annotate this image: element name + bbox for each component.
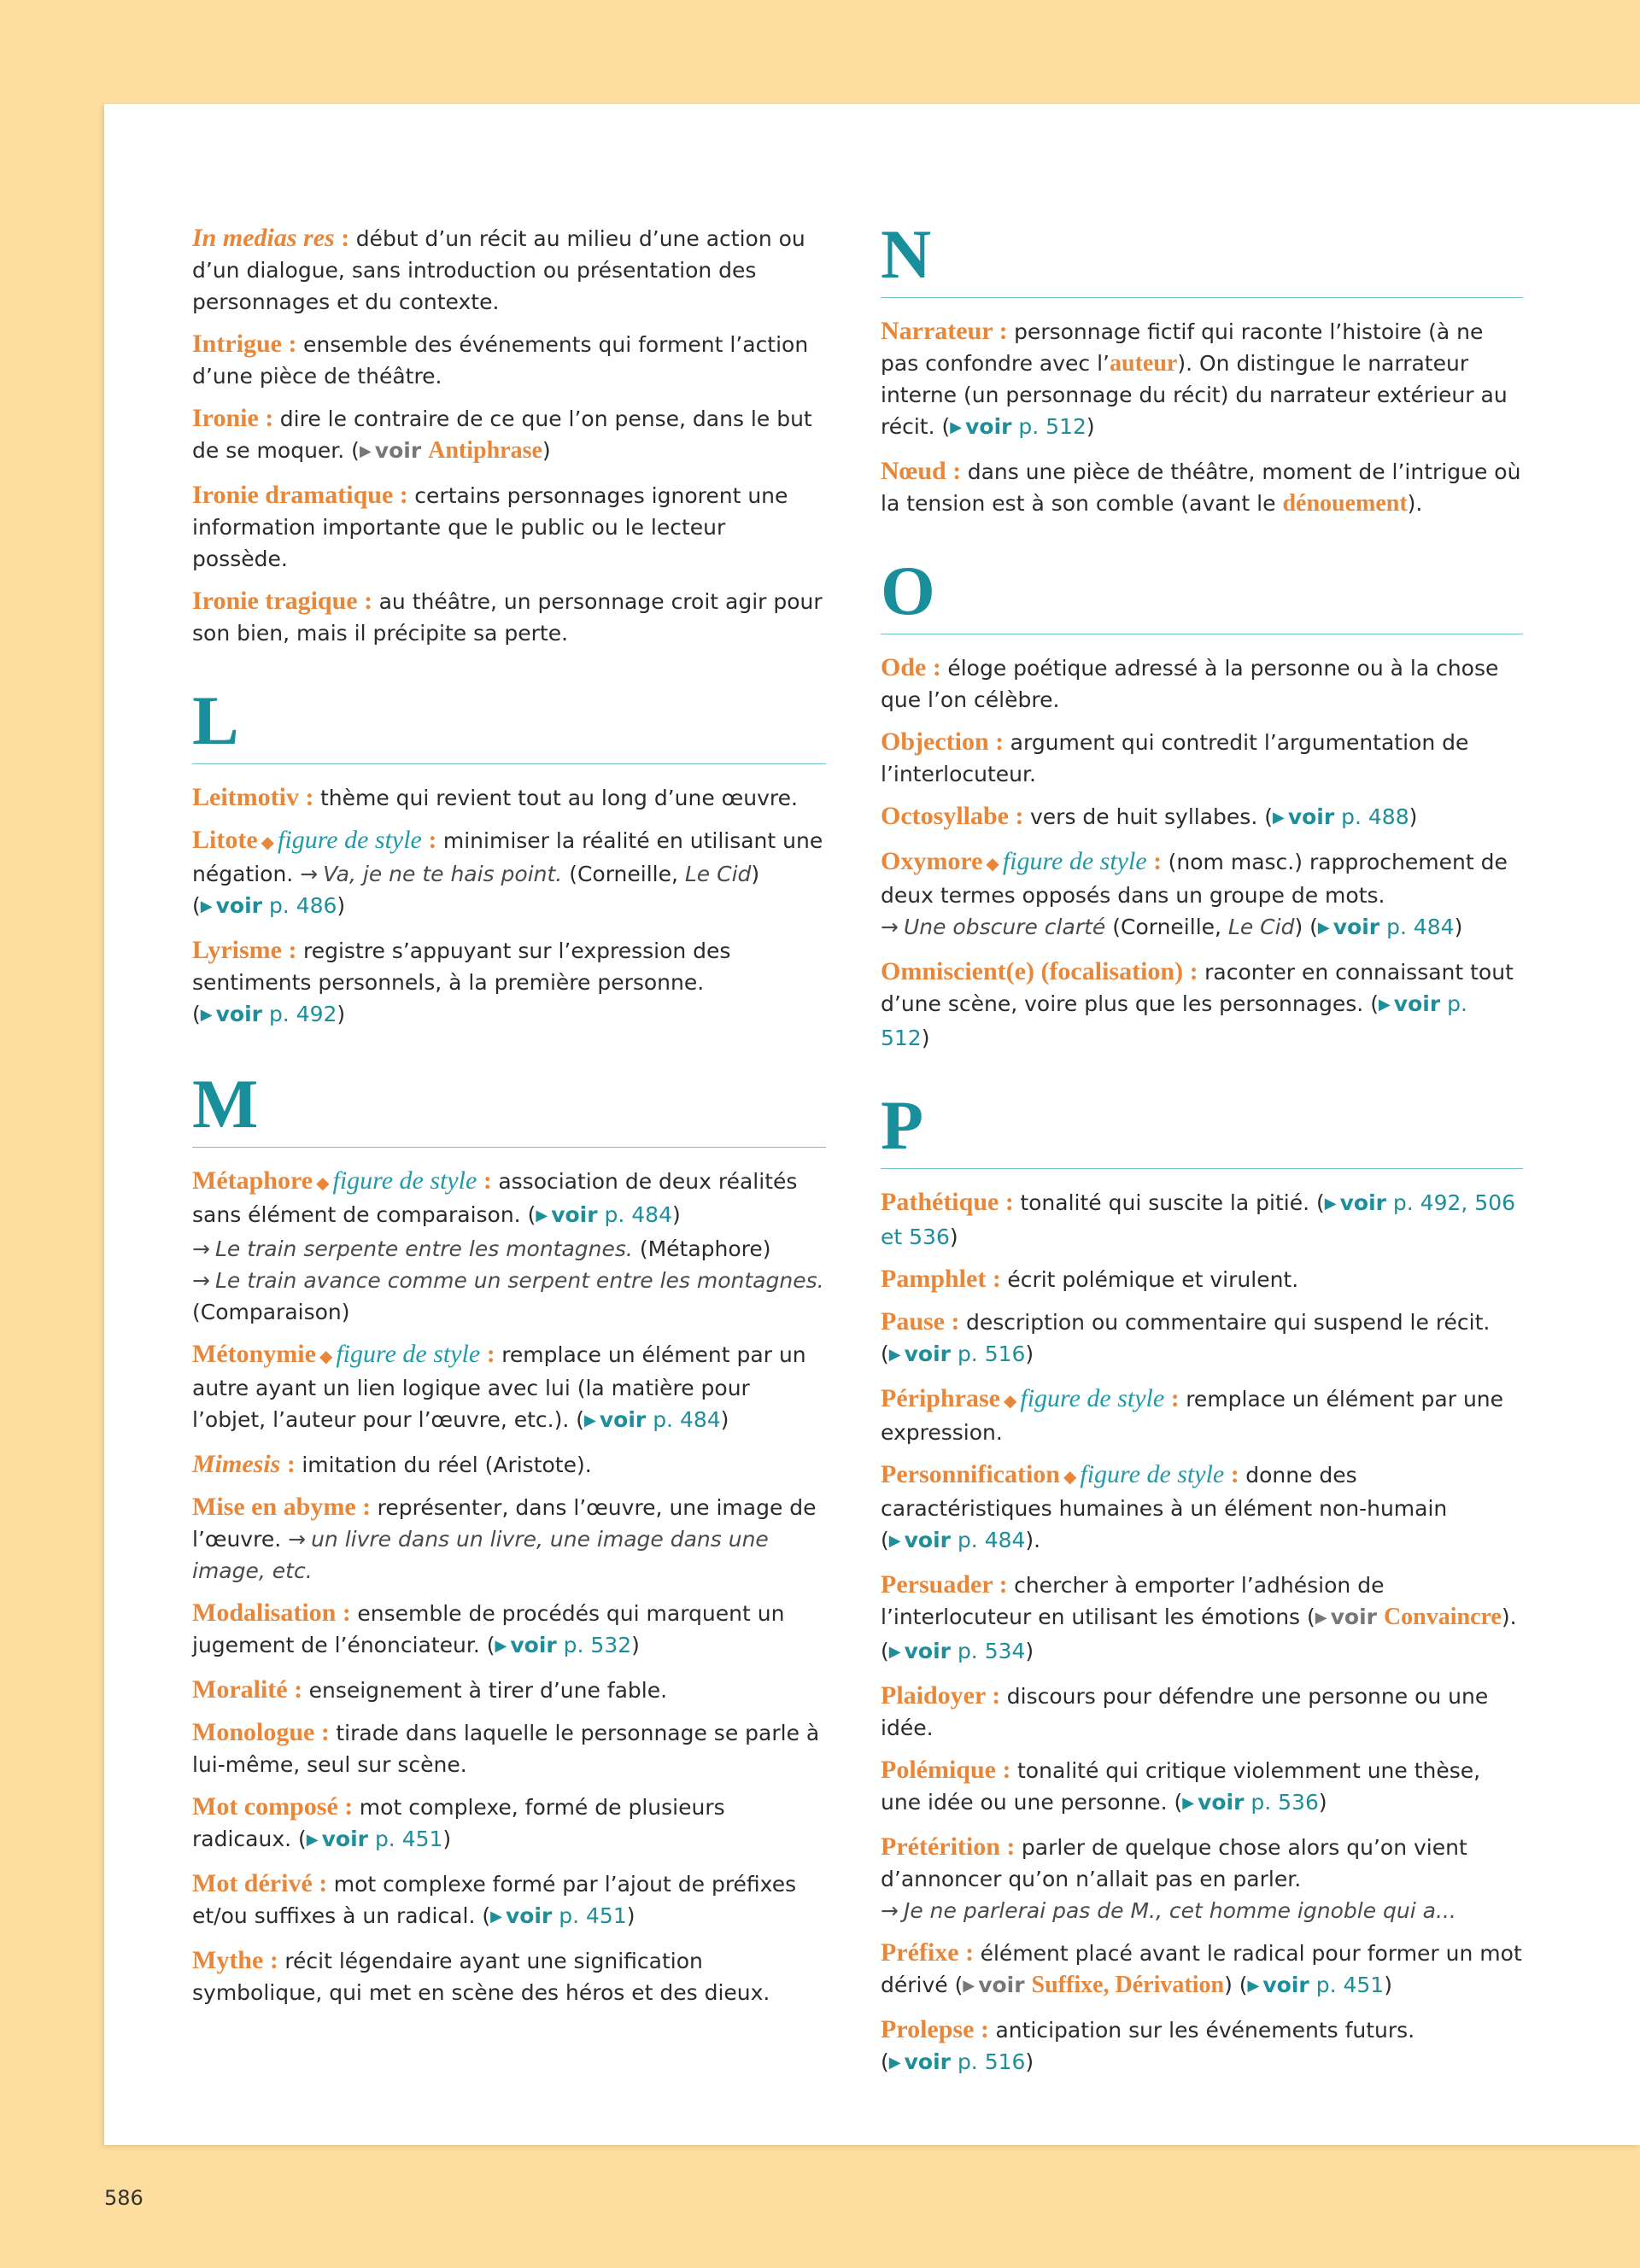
entry-definition: description ou commentaire qui suspend le récit. (966, 1310, 1491, 1335)
glossary-entry: Monologue : tirade dans laquelle le personnage se parle à lui-même, seul sur scène. (192, 1718, 820, 1777)
entry-term: Mot composé (192, 1792, 338, 1821)
glossary-entry: Métonymie ◆ figure de style : remplace un élément par un autre ayant un lien logique avec lui (la matière pour l’objet, l’auteur pour l’œuvre, etc.). (▶ voir p. 484) (192, 1340, 806, 1432)
page-reference[interactable]: p. 492 (268, 1002, 337, 1026)
page-reference[interactable]: p. 512 (881, 991, 1467, 1050)
entry-term: Ode (881, 653, 927, 681)
see-also-link[interactable]: ▶ voir (1315, 1605, 1377, 1629)
diamond-icon: ◆ (1003, 1390, 1017, 1411)
figure-tag: figure de style (1002, 847, 1147, 875)
arrow-right-icon: → (192, 1268, 210, 1293)
entry-definition: imitation du réel (Aristote). (302, 1453, 592, 1477)
see-also-link[interactable]: ▶ voir (888, 1342, 951, 1366)
play-triangle-icon: ▶ (495, 1637, 507, 1655)
right-column (881, 215, 1523, 2090)
glossary-entry: Litote ◆ figure de style : minimiser la réalité en utilisant une négation. → Va, je ne te hais point. (Corneille, Le Cid) (▶ voir p. 486) (192, 826, 823, 918)
page-sheet (104, 104, 1640, 2145)
play-triangle-icon: ▶ (888, 1346, 901, 1364)
glossary-entry: Périphrase ◆ figure de style : remplace un élément par une expression. (881, 1384, 1504, 1445)
page-reference[interactable]: p. 536 (1250, 1790, 1319, 1815)
see-also-link[interactable]: ▶ voir (536, 1202, 598, 1227)
section-letter: M (192, 1065, 259, 1143)
glossary-entry: Mise en abyme : représenter, dans l’œuvre, une image de l’œuvre. → un livre dans un livre, une image dans une image, etc. (192, 1493, 817, 1583)
entry-term: Intrigue (192, 330, 282, 358)
entry-term: Moralité (192, 1675, 288, 1704)
example-text: un livre dans un livre, une image dans une image, etc. (192, 1527, 769, 1583)
entry-definition: personnage fictif qui raconte l’histoire (à ne pas confondre avec l’ (881, 319, 1484, 376)
entry-definition: récit légendaire ayant une signification symbolique, qui met en scène des héros et des dieux. (192, 1949, 770, 2005)
play-triangle-icon: ▶ (536, 1207, 548, 1225)
glossary-entry: Mythe : récit légendaire ayant une signification symbolique, qui met en scène des héros et des dieux. (192, 1946, 770, 2005)
page-reference[interactable]: p. 516 (957, 1342, 1026, 1366)
see-also-link[interactable]: ▶ voir (1324, 1190, 1386, 1215)
see-also-link[interactable]: ▶ voir (963, 1973, 1025, 1997)
play-triangle-icon: ▶ (888, 2054, 901, 2072)
entry-definition: minimiser la réalité en utilisant une négation. (192, 828, 823, 886)
section-divider (881, 1168, 1523, 1169)
see-also-link[interactable]: ▶ voir (888, 1528, 951, 1552)
entry-term: Nœud (881, 457, 946, 485)
entry-definition: donne des caractéristiques humaines à un élément non-humain ( (881, 1463, 1448, 1552)
glossary-entry: Lyrisme : registre s’appuyant sur l’expression des sentiments personnels, à la première personne. (▶ voir p. 492) (192, 936, 731, 1026)
glossary-entry: Omniscient(e) (focalisation) : raconter en connaissant tout d’une scène, voire plus que les personnages. (▶ voir p. 512) (881, 957, 1514, 1050)
entry-definition: dans une pièce de théâtre, moment de l’intrigue où la tension est à son comble (avant le (881, 459, 1521, 516)
entry-definition: mot complexe formé par l’ajout de préfixes et/ou suffixes à un radical. ( (192, 1872, 797, 1928)
diamond-icon: ◆ (261, 832, 275, 852)
glossary-entry: Octosyllabe : vers de huit syllabes. (▶ voir p. 488) (881, 802, 1418, 830)
entry-definition: début d’un récit au milieu d’une action ou d’un dialogue, sans introduction ou présentation des personnages et du contexte. (192, 226, 805, 314)
glossary-entry: Plaidoyer : discours pour défendre une personne ou une idée. (881, 1681, 1489, 1740)
section-divider (881, 297, 1523, 298)
section-divider (192, 763, 826, 764)
see-also-link[interactable]: ▶ voir (950, 414, 1012, 439)
entry-definition: remplace un élément par une expression. (881, 1387, 1504, 1445)
glossary-entry: Oxymore ◆ figure de style : (nom masc.) rapprochement de deux termes opposés dans un groupe de mots. → Une obscure clarté (Corneille, Le Cid) (▶ voir p. 484) (881, 847, 1508, 939)
figure-tag: figure de style (332, 1166, 477, 1195)
page-reference[interactable]: p. 484 (604, 1202, 672, 1227)
diamond-icon: ◆ (319, 1346, 333, 1366)
play-triangle-icon: ▶ (1272, 809, 1285, 827)
play-triangle-icon: ▶ (888, 1643, 901, 1661)
page-reference[interactable]: p. 484 (653, 1407, 721, 1432)
entry-term: Monologue (192, 1718, 315, 1746)
example-text: Je ne parlerai pas de M., cet homme ignoble qui a... (903, 1898, 1456, 1923)
glossary-entry: Objection : argument qui contredit l’argumentation de l’interlocuteur. (881, 728, 1469, 786)
see-also-link[interactable]: ▶ voir (359, 438, 422, 463)
entry-definition: remplace un élément par un autre ayant un lien logique avec lui (la matière pour l’objet, l’auteur pour l’œuvre, etc.). ( (192, 1342, 806, 1432)
cross-reference-link[interactable]: auteur (1110, 350, 1178, 377)
glossary-entry: Moralité : enseignement à tirer d’une fable. (192, 1675, 668, 1704)
entry-term: Mise en abyme (192, 1493, 356, 1521)
entry-term: Mythe (192, 1946, 264, 1974)
play-triangle-icon: ▶ (1317, 919, 1330, 937)
see-also-link[interactable]: ▶ voir (1247, 1973, 1309, 1997)
glossary-entry: Personnification ◆ figure de style : donne des caractéristiques humaines à un élément non-humain (▶ voir p. 484). (881, 1460, 1448, 1552)
glossary-entry: Polémique : tonalité qui critique violemment une thèse, une idée ou une personne. (▶ voir p. 536) (881, 1756, 1481, 1815)
page-reference[interactable]: p. 516 (957, 2049, 1026, 2074)
glossary-entry: Prolepse : anticipation sur les événements futurs. (▶ voir p. 516) (881, 2015, 1415, 2074)
entry-term: Ironie (192, 404, 259, 432)
entry-term: Plaidoyer (881, 1681, 986, 1710)
figure-tag: figure de style (1020, 1384, 1165, 1412)
see-also-link[interactable]: ▶ voir (200, 1002, 262, 1026)
section-letter: L (192, 681, 239, 759)
play-triangle-icon: ▶ (963, 1977, 975, 1995)
diamond-icon: ◆ (316, 1172, 330, 1193)
glossary-entry: Nœud : dans une pièce de théâtre, moment de l’intrigue où la tension est à son comble (avant le dénouement). (881, 457, 1521, 517)
page-reference[interactable]: p. 512 (1018, 414, 1086, 439)
diamond-icon: ◆ (1063, 1466, 1077, 1487)
diamond-icon: ◆ (986, 853, 999, 874)
glossary-entry: Mot composé : mot complexe, formé de plusieurs radicaux. (▶ voir p. 451) (192, 1792, 725, 1851)
page-reference[interactable]: p. 484 (957, 1528, 1026, 1552)
glossary-entry: Mot dérivé : mot complexe formé par l’ajout de préfixes et/ou suffixes à un radical. (▶ voir p. 451) (192, 1869, 797, 1928)
page-reference[interactable]: p. 484 (1386, 915, 1455, 939)
entry-definition: dire le contraire de ce que l’on pense, dans le but de se moquer. ( (192, 406, 812, 463)
entry-definition: thème qui revient tout au long d’une œuvre. (319, 786, 798, 810)
entry-definition: enseignement à tirer d’une fable. (308, 1678, 668, 1703)
entry-term: Objection (881, 728, 989, 756)
glossary-entry: Persuader : chercher à emporter l’adhésion de l’interlocuteur en utilisant les émotions (▶ voir Convaincre). (▶ voir p. 534) (881, 1570, 1517, 1663)
cross-reference-link[interactable]: Antiphrase (428, 437, 542, 464)
cross-reference-link[interactable]: Suffixe, Dérivation (1031, 1972, 1225, 1998)
play-triangle-icon: ▶ (1378, 996, 1391, 1014)
glossary-entry: Métaphore ◆ figure de style : association de deux réalités sans élément de comparaison. (▶ voir p. 484) → Le train serpente entre les montagnes. (Métaphore) → Le train avance comme un serpent entre les montagnes. (Comparaison) (192, 1166, 824, 1324)
see-also-link[interactable]: ▶ voir (1378, 991, 1441, 1016)
section-letter: P (881, 1086, 924, 1164)
page-reference[interactable]: p. 532 (563, 1633, 632, 1657)
entry-term: Omniscient(e) (focalisation) (881, 957, 1184, 985)
entry-term: Métonymie (192, 1340, 316, 1368)
entry-term: Polémique (881, 1756, 996, 1784)
entry-definition: ensemble de procédés qui marquent un jugement de l’énonciateur. ( (192, 1601, 785, 1657)
left-column (192, 222, 826, 2019)
glossary-entry: Modalisation : ensemble de procédés qui marquent un jugement de l’énonciateur. (▶ voir p. 532) (192, 1599, 785, 1657)
arrow-right-icon: → (300, 862, 319, 886)
arrow-right-icon: → (192, 1236, 210, 1261)
glossary-entry: Ironie tragique : au théâtre, un personnage croit agir pour son bien, mais il précipite sa perte. (192, 587, 823, 646)
cross-reference-link[interactable]: dénouement (1282, 490, 1408, 517)
entry-definition: mot complexe, formé de plusieurs radicaux. ( (192, 1795, 725, 1851)
page-reference[interactable]: p. 534 (957, 1639, 1026, 1663)
play-triangle-icon: ▶ (1324, 1195, 1337, 1213)
entry-definition: association de deux réalités sans élément de comparaison. ( (192, 1169, 798, 1227)
page-reference[interactable]: p. 451 (559, 1903, 627, 1928)
entry-definition: certains personnages ignorent une information importante que le public ou le lecteur possède. (192, 483, 788, 571)
play-triangle-icon: ▶ (1182, 1794, 1195, 1812)
figure-tag: figure de style (336, 1340, 481, 1368)
section-letter: N (881, 215, 932, 293)
entry-definition: tirade dans laquelle le personnage se parle à lui-même, seul sur scène. (192, 1721, 820, 1777)
see-also-link[interactable]: ▶ voir (1182, 1790, 1245, 1815)
cross-reference-link[interactable]: Convaincre (1383, 1604, 1502, 1630)
entry-term: In medias res (192, 224, 335, 252)
play-triangle-icon: ▶ (490, 1908, 502, 1926)
entry-definition: tonalité qui critique violemment une thèse, une idée ou une personne. ( (881, 1758, 1481, 1815)
entry-term: Litote (192, 826, 258, 854)
entry-term: Préfixe (881, 1938, 959, 1967)
glossary-entry: Mimesis : imitation du réel (Aristote). (192, 1450, 592, 1478)
glossary-entry: Intrigue : ensemble des événements qui forment l’action d’une pièce de théâtre. (192, 330, 809, 389)
entry-term: Leitmotiv (192, 783, 299, 811)
entry-definition: registre s’appuyant sur l’expression des sentiments personnels, à la première personne. (192, 938, 731, 995)
entry-term: Pamphlet (881, 1265, 987, 1293)
see-also-link[interactable]: ▶ voir (200, 893, 262, 918)
play-triangle-icon: ▶ (200, 897, 213, 915)
page-number: 586 (104, 2186, 144, 2210)
arrow-right-icon: → (881, 915, 899, 939)
arrow-right-icon: → (288, 1527, 307, 1552)
glossary-entry: In medias res : début d’un récit au milieu d’une action ou d’un dialogue, sans introduction ou présentation des personnages et du contexte. (192, 224, 805, 314)
glossary-entry: Pause : description ou commentaire qui suspend le récit. (▶ voir p. 516) (881, 1307, 1491, 1366)
section-divider (192, 1147, 826, 1148)
entry-definition: élément placé avant le radical pour former un mot dérivé ( (881, 1941, 1522, 1997)
entry-definition: écrit polémique et virulent. (1007, 1267, 1299, 1292)
figure-tag: figure de style (278, 826, 422, 854)
page-reference[interactable]: p. 488 (1341, 804, 1409, 829)
entry-term: Métaphore (192, 1166, 313, 1195)
entry-definition: anticipation sur les événements futurs. (995, 2018, 1415, 2043)
glossary-entry: Préfixe : élément placé avant le radical pour former un mot dérivé (▶ voir Suffixe, Dérivation) (▶ voir p. 451) (881, 1938, 1522, 1998)
entry-term: Pathétique (881, 1188, 999, 1216)
glossary-entry: Ironie dramatique : certains personnages ignorent une information importante que le public ou le lecteur possède. (192, 481, 788, 571)
glossary-entry: Ode : éloge poétique adressé à la personne ou à la chose que l’on célèbre. (881, 653, 1499, 712)
figure-tag: figure de style (1080, 1460, 1225, 1488)
play-triangle-icon: ▶ (950, 418, 963, 436)
play-triangle-icon: ▶ (359, 442, 372, 460)
entry-definition: discours pour défendre une personne ou une idée. (881, 1684, 1489, 1740)
page-reference[interactable]: p. 451 (1315, 1973, 1385, 1997)
glossary-entry: Leitmotiv : thème qui revient tout au long d’une œuvre. (192, 783, 798, 811)
example-text: Le train avance comme un serpent entre les montagnes. (214, 1268, 824, 1293)
entry-term: Oxymore (881, 847, 983, 875)
example-text: Le train serpente entre les montagnes. (214, 1236, 633, 1261)
entry-term: Périphrase (881, 1384, 1000, 1412)
play-triangle-icon: ▶ (1247, 1977, 1260, 1995)
play-triangle-icon: ▶ (584, 1412, 596, 1429)
entry-definition: éloge poétique adressé à la personne ou à la chose que l’on célèbre. (881, 656, 1499, 712)
see-also-link[interactable]: ▶ voir (584, 1407, 647, 1432)
section-letter: O (881, 552, 935, 629)
entry-definition: chercher à emporter l’adhésion de l’interlocuteur en utilisant les émotions ( (881, 1573, 1385, 1629)
entry-definition: (nom masc.) rapprochement de deux termes opposés dans un groupe de mots. (881, 850, 1508, 908)
example-text: Va, je ne te hais point. (323, 862, 563, 886)
entry-definition: raconter en connaissant tout d’une scène, voire plus que les personnages. ( (881, 960, 1514, 1016)
entry-definition: représenter, dans l’œuvre, une image de l’œuvre. (192, 1495, 817, 1552)
entry-term: Modalisation (192, 1599, 337, 1627)
page-reference[interactable]: p. 486 (268, 893, 337, 918)
example-text: Une obscure clarté (903, 915, 1106, 939)
play-triangle-icon: ▶ (1315, 1609, 1327, 1627)
page-reference[interactable]: p. 451 (374, 1827, 443, 1851)
entry-term: Narrateur (881, 317, 993, 345)
glossary-entry: Pathétique : tonalité qui suscite la pitié. (▶ voir p. 492, 506 et 536) (881, 1188, 1516, 1249)
entry-term: Personnification (881, 1460, 1060, 1488)
see-also-link[interactable]: ▶ voir (888, 1639, 951, 1663)
see-also-link[interactable]: ▶ voir (306, 1827, 368, 1851)
play-triangle-icon: ▶ (306, 1831, 319, 1849)
entry-definition: tonalité qui suscite la pitié. ( (1020, 1190, 1325, 1215)
see-also-link[interactable]: ▶ voir (1272, 804, 1335, 829)
entry-term: Ironie dramatique (192, 481, 394, 509)
glossary-entry: Ironie : dire le contraire de ce que l’on pense, dans le but de se moquer. (▶ voir Antiphrase) (192, 404, 812, 464)
entry-definition: au théâtre, un personnage croit agir pour son bien, mais il précipite sa perte. (192, 589, 823, 646)
entry-term: Pause (881, 1307, 945, 1336)
entry-term: Octosyllabe (881, 802, 1009, 830)
glossary-entry: Prétérition : parler de quelque chose alors qu’on vient d’annoncer qu’on n’allait pas en parler. → Je ne parlerai pas de M., cet homme ignoble qui a... (881, 1833, 1467, 1923)
entry-definition: parler de quelque chose alors qu’on vient d’annoncer qu’on n’allait pas en parler. (881, 1835, 1467, 1891)
glossary-entry: Narrateur : personnage fictif qui raconte l’histoire (à ne pas confondre avec l’auteur). On distingue le narrateur interne (un personnage du récit) du narrateur extérieur au récit. (▶ voir p. 512) (881, 317, 1508, 439)
entry-definition: ensemble des événements qui forment l’action d’une pièce de théâtre. (192, 332, 809, 389)
entry-definition: vers de huit syllabes. ( (1030, 804, 1273, 829)
entry-definition: argument qui contredit l’argumentation de l’interlocuteur. (881, 730, 1469, 786)
play-triangle-icon: ▶ (200, 1006, 213, 1024)
arrow-right-icon: → (881, 1898, 899, 1923)
play-triangle-icon: ▶ (888, 1532, 901, 1550)
entry-term: Persuader (881, 1570, 993, 1599)
see-also-link[interactable]: ▶ voir (888, 2049, 951, 2074)
entry-term: Prétérition (881, 1833, 1000, 1861)
entry-term: Mimesis (192, 1450, 281, 1478)
glossary-entry: Pamphlet : écrit polémique et virulent. (881, 1265, 1299, 1293)
see-also-link[interactable]: ▶ voir (1317, 915, 1380, 939)
entry-term: Lyrisme (192, 936, 282, 964)
see-also-link[interactable]: ▶ voir (490, 1903, 553, 1928)
entry-term: Ironie tragique (192, 587, 358, 615)
see-also-link[interactable]: ▶ voir (495, 1633, 557, 1657)
entry-term: Mot dérivé (192, 1869, 313, 1897)
entry-term: Prolepse (881, 2015, 975, 2043)
page-reference[interactable]: p. 492, 506 et 536 (881, 1190, 1516, 1249)
